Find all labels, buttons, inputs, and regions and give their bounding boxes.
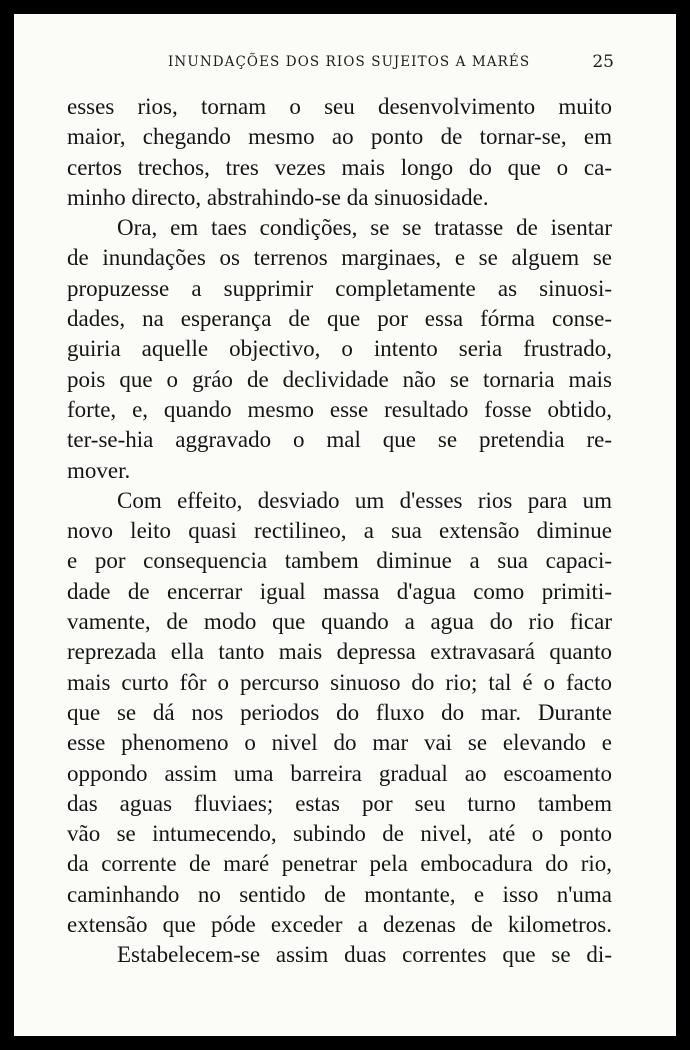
text-line: minho directo, abstrahindo-se da sinuosidade. [67, 184, 489, 210]
text-line: pois que o gráo de declividade não se tornaria mais [67, 366, 612, 392]
text-line: mais curto fôr o percurso sinuoso do rio; tal é o facto [67, 669, 612, 695]
page-number: 25 [592, 52, 614, 72]
text-line: oppondo assim uma barreira gradual ao escoamento [67, 760, 612, 786]
page-header [14, 54, 676, 74]
text-line: guiria aquelle objectivo, o intento seria frustrado, [67, 336, 612, 362]
text-line: esse phenomeno o nivel do mar vai se elevando e [67, 730, 612, 756]
text-line: ter-se-hia aggravado o mal que se pretendia re- [67, 427, 612, 453]
text-line: vão se intumecendo, subindo de nivel, até o ponto [67, 821, 612, 847]
text-line: das aguas fluviaes; estas por seu turno tambem [67, 790, 612, 816]
text-line: esses rios, tornam o seu desenvolvimento muito [67, 94, 612, 119]
text-line: de inundações os terrenos marginaes, e se alguem se [67, 245, 612, 271]
text-line: certos trechos, tres vezes mais longo do que o ca- [67, 154, 612, 180]
text-line: vamente, de modo que quando a agua do rio ficar [67, 609, 612, 635]
text-line: forte, e, quando mesmo esse resultado fosse obtido, [67, 396, 612, 422]
text-line: Com effeito, desviado um d'esses rios para um [117, 487, 612, 513]
text-line: dade de encerrar igual massa d'agua como primiti- [67, 578, 612, 604]
text-line: propuzesse a supprimir completamente as sinuosi- [67, 275, 612, 301]
text-line: da corrente de maré penetrar pela embocadura do rio, [67, 851, 612, 877]
text-line: Estabelecem-se assim duas correntes que se di- [117, 942, 612, 968]
text-line: Ora, em taes condições, se se tratasse de isentar [117, 215, 612, 241]
text-line: que se dá nos periodos do fluxo do mar. Durante [67, 699, 612, 725]
text-line: maior, chegando mesmo ao ponto de tornar-se, em [67, 124, 612, 150]
text-line: novo leito quasi rectilineo, a sua extensão diminue [67, 518, 612, 544]
book-page [14, 14, 676, 1036]
running-head: INUNDAÇÕES DOS RIOS SUJEITOS A MARÉS [168, 54, 531, 70]
text-line: e por consequencia tambem diminue a sua capaci- [67, 548, 612, 574]
text-line: dades, na esperança de que por essa fórma conse- [67, 306, 612, 332]
text-line: mover. [67, 457, 131, 483]
text-line: extensão que póde exceder a dezenas de kilometros. [67, 912, 612, 938]
body-text [67, 92, 612, 971]
text-line: reprezada ella tanto mais depressa extravasará quanto [67, 639, 612, 665]
text-line: caminhando no sentido de montante, e isso n'uma [67, 881, 612, 907]
